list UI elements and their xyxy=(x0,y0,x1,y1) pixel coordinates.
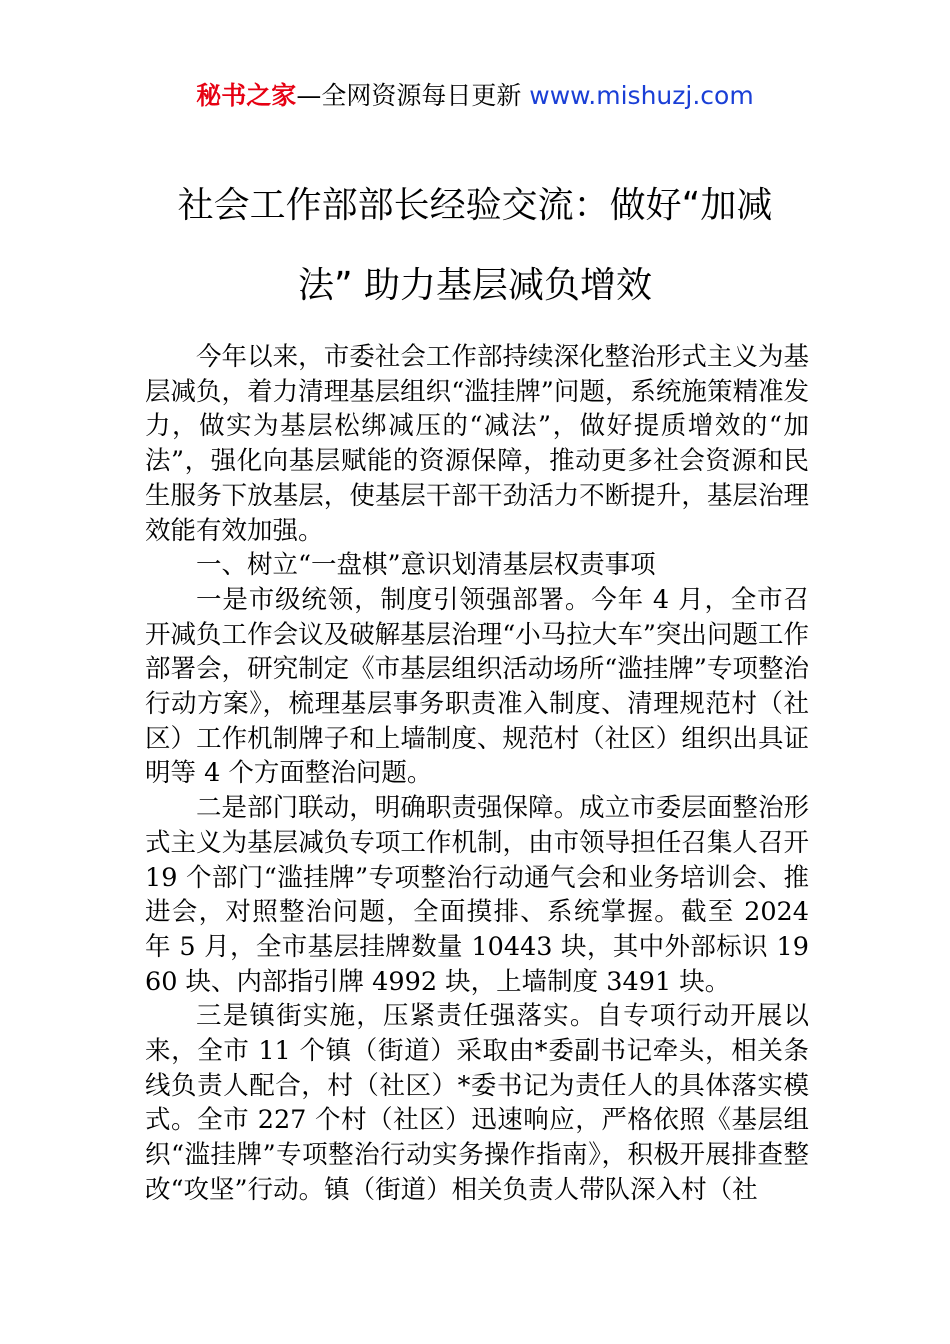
body-paragraph: 二是部门联动，明确职责强保障。成立市委层面整治形式主义为基层减负专项工作机制，由市领导担任召集人召开 19 个部门“滥挂牌”专项整治行动通气会和业务培训会、推进会，对照整治问题，全面摸排、系统掌握。截至 2024 年 5 月，全市基层挂牌数量 10443 块，其中外部标识 1960 块、内部指引牌 4992 块，上墙制度 3491 块。 xyxy=(145,793,809,997)
site-brand: 秘书之家 xyxy=(196,81,297,110)
section-heading-1: 一、树立“一盘棋”意识划清基层权责事项 xyxy=(196,550,656,581)
document-title-line-1: 社会工作部部长经验交流：做好“加减 xyxy=(177,185,773,226)
document-title-line-2: 法” 助力基层减负增效 xyxy=(297,265,653,306)
document-title xyxy=(145,166,805,326)
document-body xyxy=(145,340,809,1208)
body-paragraph: 三是镇街实施，压紧责任强落实。自专项行动开展以来，全市 11 个镇（街道）采取由*委副书记牵头，相关条线负责人配合，村（社区）*委书记为责任人的具体落实模式。全市 227 个村（社区）迅速响应，严格依照《基层组织“滥挂牌”专项整治行动实务操作指南》，积极开展排查整改“攻坚”行动。镇（街道）相关负责人带队深入村（社 xyxy=(145,1001,809,1205)
site-url-link[interactable]: www.mishuzj.com xyxy=(529,81,754,110)
site-tagline: —全网资源每日更新 xyxy=(296,81,530,110)
site-header xyxy=(0,78,950,114)
intro-paragraph: 今年以来，市委社会工作部持续深化整治形式主义为基层减负，着力清理基层组织“滥挂牌”问题，系统施策精准发力，做实为基层松绑减压的“减法”，做好提质增效的“加法”，强化向基层赋能的资源保障，推动更多社会资源和民生服务下放基层，使基层干部干劲活力不断提升，基层治理效能有效加强。 xyxy=(145,342,809,546)
body-paragraph: 一是市级统领，制度引领强部署。今年 4 月，全市召开减负工作会议及破解基层治理“小马拉大车”突出问题工作部署会，研究制定《市基层组织活动场所“滥挂牌”专项整治行动方案》，梳理基层事务职责准入制度、清理规范村（社区）工作机制牌子和上墙制度、规范村（社区）组织出具证明等 4 个方面整治问题。 xyxy=(145,584,809,789)
